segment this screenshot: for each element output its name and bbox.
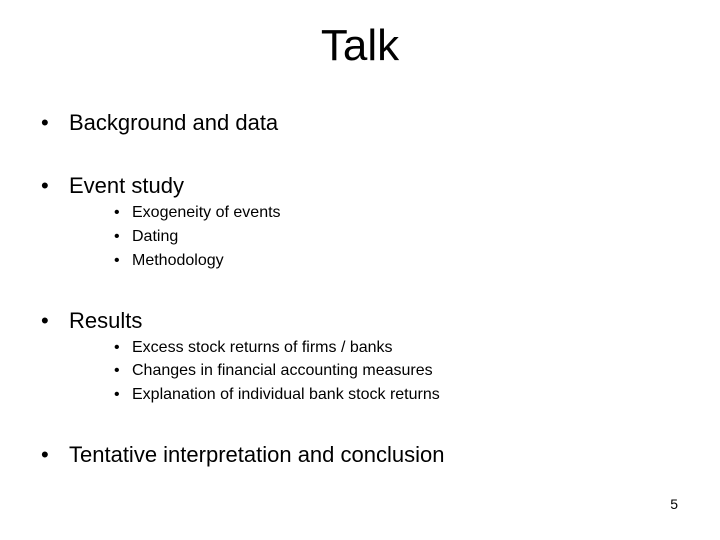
sub-bullet-label: Dating — [132, 228, 179, 245]
bullet-label: Tentative interpretation and conclusion — [69, 442, 445, 467]
sub-bullet-item — [114, 251, 224, 271]
sub-bullet-item — [114, 361, 433, 381]
sub-bullet-label: Exogeneity of events — [132, 204, 281, 221]
bullet-icon: • — [41, 308, 49, 333]
bullet-item-background — [41, 110, 278, 136]
bullet-label: Background and data — [69, 110, 279, 135]
sub-bullet-icon: • — [114, 386, 120, 403]
sub-bullet-label: Methodology — [132, 252, 224, 269]
sub-bullet-icon: • — [114, 362, 120, 379]
sub-bullet-label: Explanation of individual bank stock returns — [132, 386, 440, 403]
bullet-label: Results — [69, 308, 143, 333]
bullet-item-results — [41, 308, 142, 334]
sub-bullet-item — [114, 203, 281, 223]
sub-bullet-label: Changes in financial accounting measures — [132, 362, 433, 379]
sub-bullet-icon: • — [114, 228, 120, 245]
bullet-icon: • — [41, 110, 49, 135]
bullet-label: Event study — [69, 173, 184, 198]
sub-bullet-item — [114, 338, 393, 358]
bullet-icon: • — [41, 442, 49, 467]
sub-bullet-item — [114, 227, 178, 247]
sub-bullet-icon: • — [114, 252, 120, 269]
sub-bullet-icon: • — [114, 339, 120, 356]
sub-bullet-icon: • — [114, 204, 120, 221]
sub-bullet-label: Excess stock returns of firms / banks — [132, 339, 393, 356]
page-number: 5 — [670, 496, 678, 512]
bullet-icon: • — [41, 173, 49, 198]
bullet-item-conclusion — [41, 442, 444, 468]
sub-bullet-item — [114, 385, 440, 405]
bullet-item-event-study — [41, 173, 184, 199]
slide-title: Talk — [320, 21, 400, 70]
